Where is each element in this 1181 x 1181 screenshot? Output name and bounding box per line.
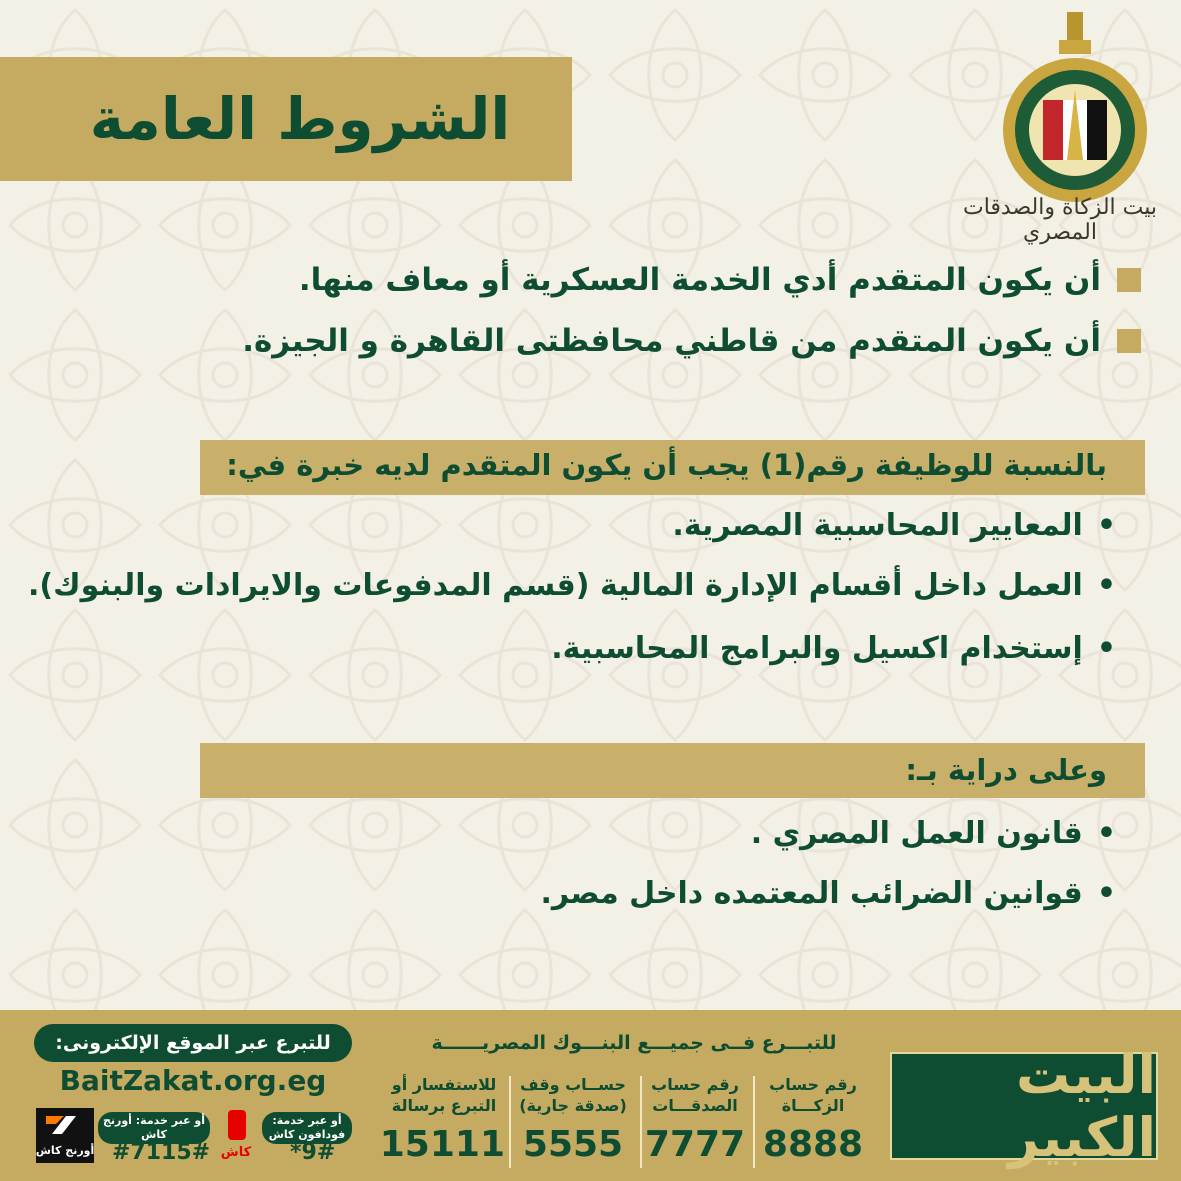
awareness-heading-band xyxy=(200,743,1145,798)
brand-name: البيت الكبير xyxy=(1008,1043,1156,1169)
job1-item: • العمل داخل أقسام الإدارة المالية (قسم المدفوعات والايرادات والبنوك). xyxy=(28,568,1116,603)
banks-title: للتبـــرع فــى جميـــع البنـــوك المصريــــــة xyxy=(431,1032,837,1054)
vodafone-cash-logo xyxy=(214,1108,258,1162)
account-waqf xyxy=(512,1074,634,1165)
account-label: رقم حساب الصدقـــات xyxy=(651,1075,739,1115)
svg-text:أورنج كاش: أورنج كاش xyxy=(36,1144,94,1157)
square-bullet-icon xyxy=(1117,329,1141,353)
brand-box xyxy=(890,1043,1158,1169)
divider xyxy=(509,1076,511,1168)
account-label: حســاب وقف (صدقة جارية) xyxy=(519,1075,627,1115)
orange-cash-logo xyxy=(36,1108,94,1163)
account-sms xyxy=(379,1074,505,1165)
general-condition: أن يكون المتقدم أدي الخدمة العسكرية أو معاف منها. xyxy=(299,262,1141,298)
vodafone-cash-label: أو عبر خدمة: فودافون كاش xyxy=(262,1112,352,1144)
account-label: للاستفسار أو التبرع برسالة xyxy=(391,1075,497,1115)
square-bullet-icon xyxy=(1117,268,1141,292)
job1-heading-band xyxy=(200,440,1145,495)
orange-cash-label: أو عبر خدمة: أورنج كاش xyxy=(98,1112,210,1144)
account-sadaqat xyxy=(634,1074,756,1165)
web-donation-label: للتبرع عبر الموقع الإلكترونى: xyxy=(34,1024,352,1062)
job1-item: • المعايير المحاسبية المصرية. xyxy=(672,508,1116,543)
account-label: رقم حساب الزكـــاة xyxy=(769,1075,857,1115)
awareness-item: • قانون العمل المصري . xyxy=(751,816,1116,851)
job1-heading: بالنسبة للوظيفة رقم(1) يجب أن يكون المتقدم لديه خبرة في: xyxy=(226,448,1107,482)
svg-text:كاش: كاش xyxy=(220,1145,252,1160)
orange-code: #7115# xyxy=(112,1140,211,1165)
account-number: 5555 xyxy=(522,1124,624,1165)
account-number: 15111 xyxy=(379,1124,505,1165)
awareness-item: • قوانين الضرائب المعتمده داخل مصر. xyxy=(540,876,1116,911)
awareness-heading: وعلى دراية بـ: xyxy=(905,753,1107,787)
logo-caption: بيت الزكاة والصدقات المصري xyxy=(962,195,1157,245)
job1-item: • إستخدام اكسيل والبرامج المحاسبية. xyxy=(551,631,1116,666)
general-condition: أن يكون المتقدم من قاطني محافظتى القاهرة و الجيزة. xyxy=(242,323,1141,359)
account-number: 7777 xyxy=(644,1124,746,1165)
account-zakat xyxy=(752,1074,874,1165)
website-link[interactable]: BaitZakat.org.eg xyxy=(59,1064,327,1097)
page-title: الشروط العامة xyxy=(89,85,511,153)
account-number: 8888 xyxy=(762,1124,864,1165)
vodafone-code: *9# xyxy=(290,1140,336,1165)
divider xyxy=(640,1076,642,1168)
